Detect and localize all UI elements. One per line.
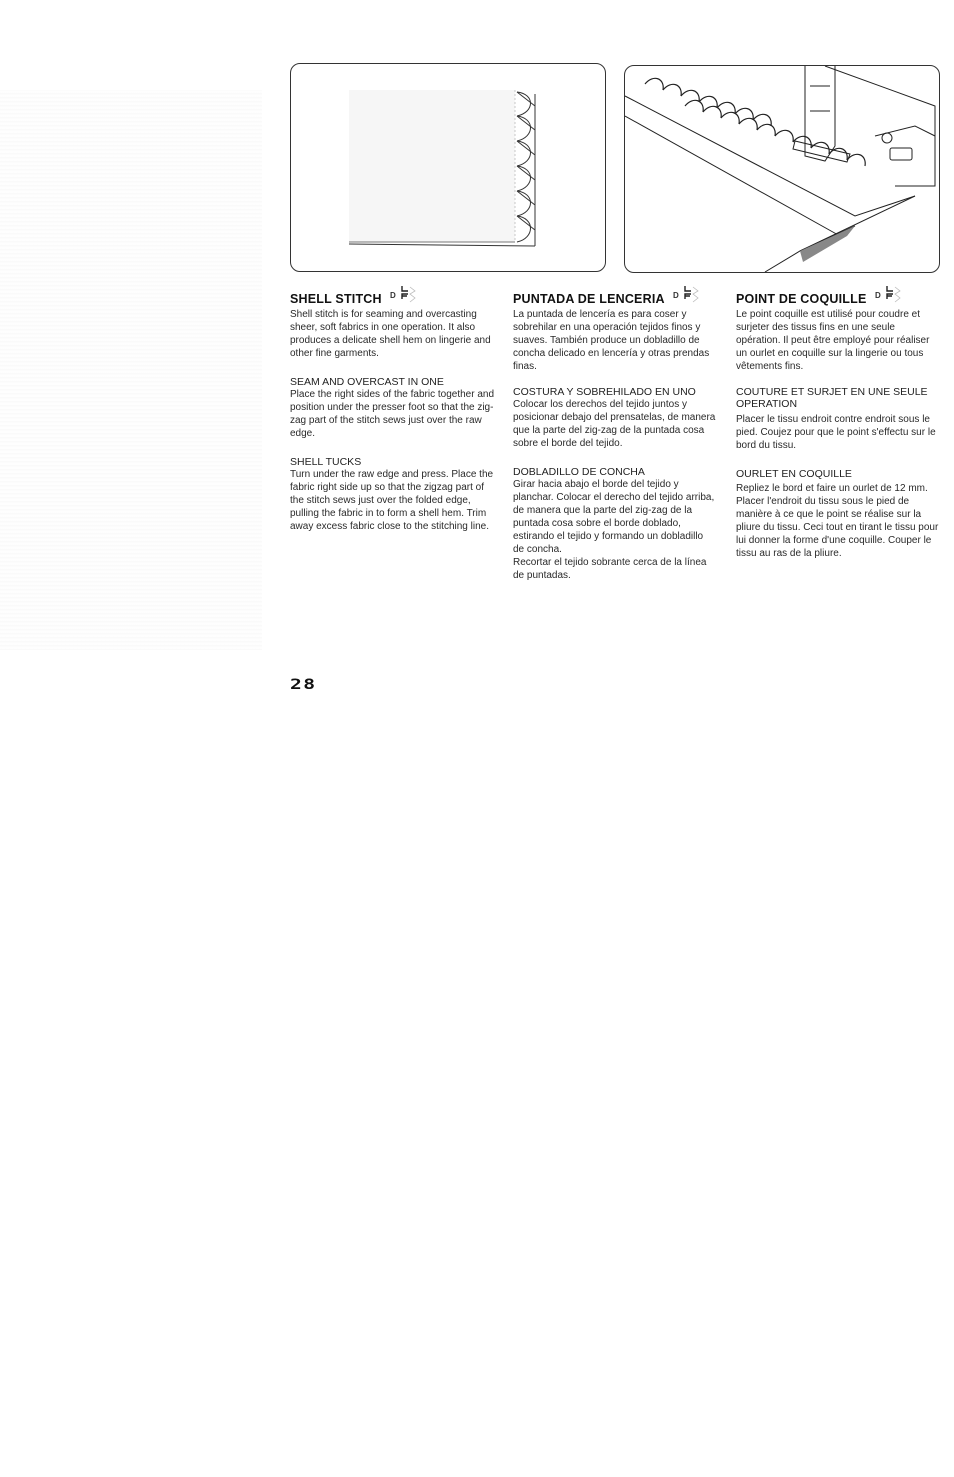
column-spanish (513, 286, 717, 582)
shell-stitch-symbol-icon (673, 284, 703, 307)
subsection-title: OURLET EN COQUILLE (736, 468, 852, 480)
intro-text: Le point coquille est utilisé pour coudre et surjeter des tissus fins en une seule opération. Il peut être employé pour réaliser un ourlet en coquille sur la lingerie ou tous vêtements fins. (736, 309, 930, 372)
subsection-title: SEAM AND OVERCAST IN ONE (290, 376, 444, 388)
shell-stitch-symbol-icon (875, 284, 905, 307)
svg-text:D: D (874, 291, 881, 300)
scan-background-noise (0, 90, 262, 650)
svg-text:D: D (672, 291, 679, 300)
presser-foot-drawing (625, 66, 939, 272)
page-number: 28 (290, 677, 317, 693)
subsection-text: Placer le tissu endroit contre endroit sous le pied. Coujez pour que le point s'effectu sur le bord du tissu. (736, 414, 936, 451)
subsection-text: Girar hacia abajo el borde del tejido y planchar. Colocar el derecho del tejido arriba, de manera que la parte del zig-zag de la puntada cosa sobre el borde doblado, estirando el tejido y formando un dobladillo de concha. (513, 479, 715, 555)
section-heading (290, 286, 496, 306)
shell-hem-drawing (291, 64, 605, 271)
intro-text: Shell stitch is for seaming and overcasting sheer, soft fabrics in one operation. It also produces a delicate shell hem on lingerie and other fine garments. (290, 309, 491, 359)
section-title: SHELL STITCH (290, 292, 382, 306)
section-heading (513, 286, 717, 306)
subsection-text: Turn under the raw edge and press. Place the fabric right side up so that the zigzag part of the stitch sews just over the folded edge, pulling the fabric in to form a shell hem. Trim away excess fabric close to the stitching line. (290, 469, 494, 532)
shell-stitch-symbol-icon (390, 284, 420, 307)
subsection-text: Colocar los derechos del tejido juntos y posicionar debajo del prensatelas, de manera que la parte del zig-zag de la puntada cosa sobre el borde del tejido. (513, 399, 716, 449)
presser-foot-sewing-diagram (624, 65, 940, 273)
intro-text: La puntada de lencería es para coser y sobrehilar en una operación tejidos finos y suaves. También produce un dobladillo de concha delicado en lencería y otras prendas finas. (513, 309, 710, 372)
section-heading (736, 286, 940, 306)
subsection-extra-text: Recortar el tejido sobrante cerca de la línea de puntadas. (513, 557, 707, 581)
subsection-title: SHELL TUCKS (290, 456, 362, 468)
section-title: PUNTADA DE LENCERIA (513, 292, 665, 306)
subsection-title: DOBLADILLO DE CONCHA (513, 466, 645, 478)
column-french (736, 286, 940, 560)
column-english (290, 286, 496, 533)
subsection-title: COUTURE ET SURJET EN UNE SEULE OPERATION (736, 386, 928, 410)
shell-hem-fabric-diagram (290, 63, 606, 272)
subsection-title: COSTURA Y SOBREHILADO EN UNO (513, 386, 696, 398)
subsection-text: Repliez le bord et faire un ourlet de 12 mm. Placer l'endroit du tissu sous le pied de manière à ce que le point se réalise sur la pliure du tissu. Ceci tout en tirant le tissu pour lui donner la forme d'une coquille. Couper le tissu au ras de la pliure. (736, 483, 939, 559)
subsection-text: Place the right sides of the fabric together and position under the presser foot so that the zig-zag part of the stitch sews just over the raw edge. (290, 389, 495, 439)
svg-text:D: D (389, 291, 396, 300)
section-title: POINT DE COQUILLE (736, 292, 867, 306)
